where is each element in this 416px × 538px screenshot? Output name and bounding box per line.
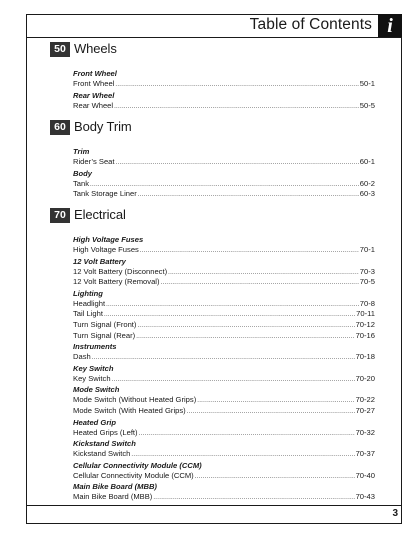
entry-page: 70-5 (359, 277, 375, 287)
entry-page: 70-40 (355, 470, 375, 480)
entry-label: Tank (73, 178, 90, 188)
dot-leader (153, 493, 354, 504)
section-number: 70 (50, 208, 70, 223)
toc-entry[interactable] (73, 179, 375, 190)
toc-entry[interactable] (73, 331, 375, 342)
toc-entry[interactable] (73, 245, 375, 256)
group-title: Lighting (73, 288, 103, 298)
toc-entry[interactable] (73, 79, 375, 90)
dot-leader (195, 472, 355, 483)
toc-entry[interactable] (73, 299, 375, 310)
dot-leader (104, 310, 355, 321)
group-title: Cellular Connectivity Module (CCM) (73, 460, 202, 470)
entry-page: 70-16 (355, 330, 375, 340)
section-entries (73, 68, 375, 111)
page-title: Table of Contents (249, 16, 372, 33)
entry-page: 70-20 (355, 373, 375, 383)
dot-leader (197, 396, 354, 407)
entry-page: 70-1 (359, 245, 375, 254)
entry-label: Main Bike Board (MBB) (73, 492, 153, 502)
page-number: 3 (392, 508, 398, 519)
entry-page: 70-12 (355, 319, 375, 329)
entry-label: Mode Switch (Without Heated Grips) (73, 395, 197, 405)
group-title: Rear Wheel (73, 90, 115, 100)
entry-label: Rider’s Seat (73, 157, 115, 166)
entry-label: Rear Wheel (73, 100, 114, 110)
dot-leader (92, 353, 355, 364)
footer-divider (26, 505, 402, 506)
entry-page: 70-43 (355, 492, 375, 502)
entry-page: 70-18 (355, 352, 375, 362)
group-title: Body (73, 168, 92, 178)
group-title: High Voltage Fuses (73, 235, 144, 244)
entry-page: 70-11 (356, 309, 375, 319)
toc-entry[interactable] (73, 320, 375, 331)
group-title: 12 Volt Battery (73, 256, 126, 266)
dot-leader (112, 375, 355, 386)
section-heading (50, 42, 380, 59)
group-title: Heated Grip (73, 417, 117, 427)
entry-page: 60-1 (359, 157, 375, 166)
info-badge-icon: i (378, 14, 402, 38)
entry-label: Turn Signal (Rear) (73, 330, 136, 340)
toc-entry[interactable] (73, 352, 375, 363)
section-entries (73, 234, 375, 503)
toc-entry[interactable] (73, 471, 375, 482)
section-entries (73, 146, 375, 200)
section-electrical (50, 208, 380, 503)
toc-entry[interactable] (73, 449, 375, 460)
dot-leader (168, 268, 359, 279)
toc-entry[interactable] (73, 406, 375, 417)
section-title: Wheels (74, 41, 117, 56)
dot-leader (161, 278, 359, 289)
dot-leader (115, 80, 358, 91)
entry-page: 60-2 (359, 178, 375, 188)
toc-entry[interactable] (73, 374, 375, 385)
entry-page: 70-32 (355, 427, 375, 437)
entry-label: 12 Volt Battery (Removal) (73, 277, 160, 287)
entry-label: Tail Light (73, 309, 103, 319)
toc-entry[interactable] (73, 267, 375, 278)
entry-label: Headlight (73, 298, 106, 308)
dot-leader (106, 300, 359, 311)
group-title: Trim (73, 147, 90, 156)
section-heading (50, 208, 380, 225)
dot-leader (187, 407, 355, 418)
section-wheels (50, 42, 380, 111)
toc-entry[interactable] (73, 189, 375, 200)
entry-page: 50-5 (359, 100, 375, 110)
entry-label: Tank Storage Liner (73, 189, 137, 199)
entry-page: 70-22 (355, 395, 375, 405)
section-body-trim (50, 120, 380, 200)
section-number: 60 (50, 120, 70, 135)
entry-label: Cellular Connectivity Module (CCM) (73, 470, 194, 480)
section-title: Body Trim (74, 119, 132, 134)
toc-entry[interactable] (73, 157, 375, 168)
header-divider (26, 37, 402, 38)
entry-page: 50-1 (359, 79, 375, 88)
group-title: Main Bike Board (MBB) (73, 482, 157, 492)
dot-leader (137, 321, 354, 332)
entry-page: 70-3 (359, 266, 375, 276)
entry-page: 70-37 (355, 449, 375, 459)
toc-entry[interactable] (73, 395, 375, 406)
dot-leader (139, 429, 355, 440)
page-header (26, 14, 402, 38)
entry-page: 70-27 (355, 405, 375, 415)
entry-label: Key Switch (73, 373, 111, 383)
entry-page: 60-3 (359, 189, 375, 199)
entry-page: 70-8 (359, 298, 375, 308)
toc-entry[interactable] (73, 428, 375, 439)
section-title: Electrical (74, 207, 126, 222)
section-number: 50 (50, 42, 70, 57)
group-title: Key Switch (73, 363, 114, 373)
dot-leader (114, 102, 359, 113)
toc-entry[interactable] (73, 492, 375, 503)
entry-label: Kickstand Switch (73, 449, 131, 459)
group-title: Kickstand Switch (73, 439, 136, 449)
entry-label: Turn Signal (Front) (73, 319, 137, 329)
dot-leader (140, 246, 359, 257)
entry-label: 12 Volt Battery (Disconnect) (73, 266, 168, 276)
dot-leader (116, 158, 359, 169)
dot-leader (138, 190, 359, 201)
section-heading (50, 120, 380, 137)
dot-leader (136, 332, 354, 343)
group-title: Instruments (73, 342, 117, 352)
entry-label: Dash (73, 352, 91, 362)
toc-entry[interactable] (73, 309, 375, 320)
toc-entry[interactable] (73, 101, 375, 112)
entry-label: Mode Switch (With Heated Grips) (73, 405, 186, 415)
group-title: Mode Switch (73, 385, 120, 395)
toc-entry[interactable] (73, 277, 375, 288)
group-title: Front Wheel (73, 69, 117, 78)
entry-label: Front Wheel (73, 79, 115, 88)
entry-label: Heated Grips (Left) (73, 427, 138, 437)
entry-label: High Voltage Fuses (73, 245, 139, 254)
